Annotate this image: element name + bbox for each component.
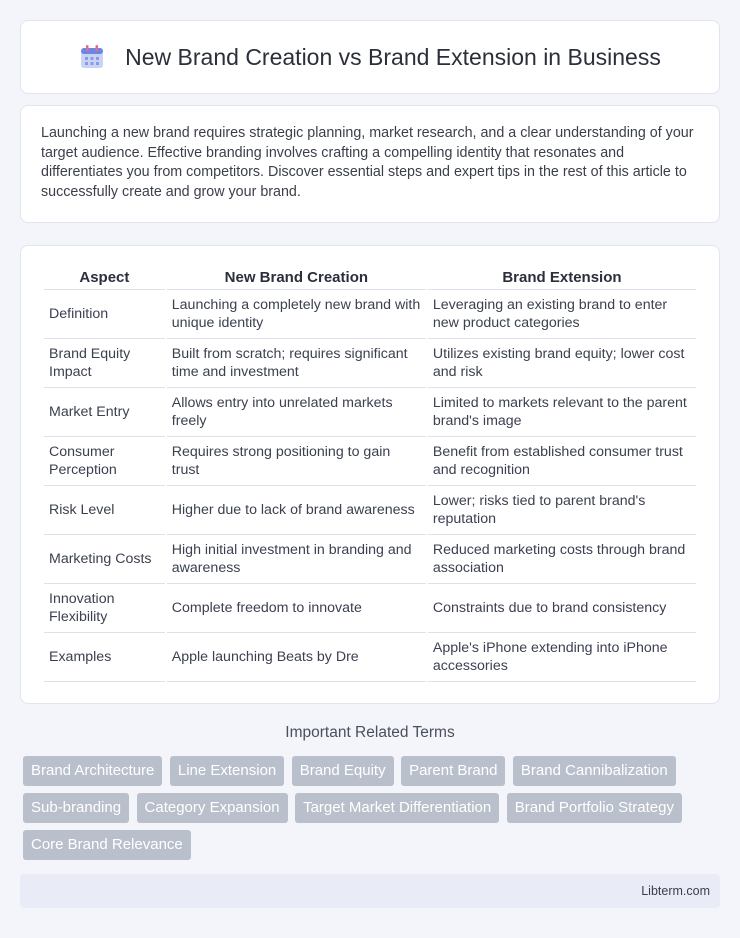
cell-aspect: Examples	[44, 633, 165, 682]
table-row	[44, 437, 696, 486]
cell-brand-extension: Benefit from established consumer trust and recognition	[428, 437, 696, 486]
cell-brand-extension: Reduced marketing costs through brand association	[428, 535, 696, 584]
table-row	[44, 339, 696, 388]
table-row	[44, 535, 696, 584]
cell-new-brand: Apple launching Beats by Dre	[167, 633, 426, 682]
term-tag[interactable]: Brand Portfolio Strategy	[507, 793, 682, 823]
related-terms-title: Important Related Terms	[285, 724, 455, 741]
table-row	[44, 486, 696, 535]
cell-brand-extension: Lower; risks tied to parent brand's reputation	[428, 486, 696, 535]
cell-aspect: Definition	[44, 290, 165, 339]
term-tag[interactable]: Brand Equity	[292, 756, 394, 786]
cell-aspect: Consumer Perception	[44, 437, 165, 486]
term-tag[interactable]: Core Brand Relevance	[23, 830, 191, 860]
cell-new-brand: Launching a completely new brand with unique identity	[167, 290, 426, 339]
term-tag[interactable]: Parent Brand	[401, 756, 505, 786]
cell-brand-extension: Limited to markets relevant to the parent brand's image	[428, 388, 696, 437]
term-tag[interactable]: Category Expansion	[137, 793, 288, 823]
cell-new-brand: Higher due to lack of brand awareness	[167, 486, 426, 535]
table-header-row	[44, 266, 696, 290]
term-tag[interactable]: Line Extension	[170, 756, 284, 786]
cell-new-brand: Requires strong positioning to gain trust	[167, 437, 426, 486]
table-row	[44, 633, 696, 682]
calendar-icon	[79, 44, 105, 70]
header-aspect: Aspect	[44, 266, 165, 290]
cell-new-brand: Built from scratch; requires significant time and investment	[167, 339, 426, 388]
table-row	[44, 388, 696, 437]
cell-aspect: Market Entry	[44, 388, 165, 437]
cell-aspect: Innovation Flexibility	[44, 584, 165, 633]
cell-aspect: Marketing Costs	[44, 535, 165, 584]
term-tag[interactable]: Brand Architecture	[23, 756, 162, 786]
term-tag[interactable]: Target Market Differentiation	[295, 793, 499, 823]
intro-text: Launching a new brand requires strategic planning, market research, and a clear understanding of your target audience. Effective branding involves crafting a compelling identity that resonates and differentiates you from competitors. Discover essential steps and expert tips in the rest of this article to successfully create and grow your brand.	[41, 125, 694, 200]
comparison-table	[42, 266, 698, 682]
related-terms-list	[23, 756, 723, 867]
header-new-brand: New Brand Creation	[167, 266, 426, 290]
page-title: New Brand Creation vs Brand Extension in Business	[125, 43, 661, 70]
cell-aspect: Risk Level	[44, 486, 165, 535]
cell-brand-extension: Apple's iPhone extending into iPhone accessories	[428, 633, 696, 682]
term-tag[interactable]: Sub-branding	[23, 793, 129, 823]
term-tag[interactable]: Brand Cannibalization	[513, 756, 676, 786]
cell-brand-extension: Constraints due to brand consistency	[428, 584, 696, 633]
table-row	[44, 290, 696, 339]
table-row	[44, 584, 696, 633]
header-card	[20, 20, 720, 94]
cell-brand-extension: Utilizes existing brand equity; lower cost and risk	[428, 339, 696, 388]
cell-new-brand: Allows entry into unrelated markets freely	[167, 388, 426, 437]
comparison-card	[20, 245, 720, 704]
footer-site-link[interactable]: Libterm.com	[641, 884, 710, 898]
cell-new-brand: High initial investment in branding and awareness	[167, 535, 426, 584]
cell-brand-extension: Leveraging an existing brand to enter new product categories	[428, 290, 696, 339]
cell-aspect: Brand Equity Impact	[44, 339, 165, 388]
footer	[20, 874, 720, 908]
header-brand-extension: Brand Extension	[428, 266, 696, 290]
cell-new-brand: Complete freedom to innovate	[167, 584, 426, 633]
intro-card	[20, 105, 720, 223]
